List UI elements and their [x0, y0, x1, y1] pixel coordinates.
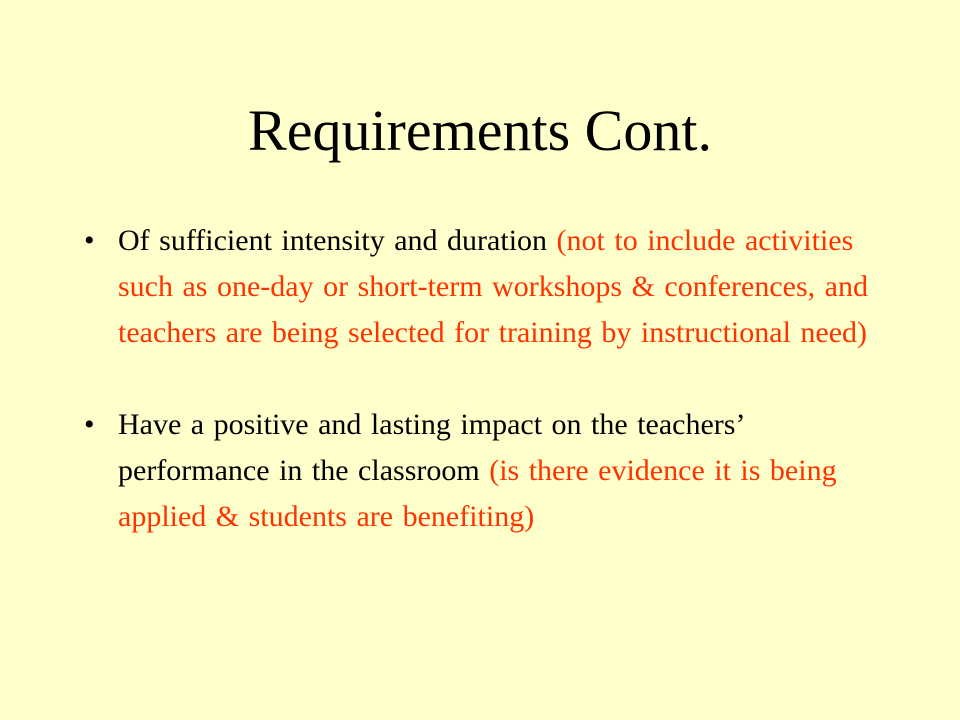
bullet-list: [84, 218, 884, 586]
bullet-item-intensity: [84, 218, 884, 356]
bullet-note: (not to include activities such as one-day or short-term workshops & conferences, and teachers are being selected for training by instructional need): [118, 224, 868, 349]
bullet-text: Of sufficient intensity and duration: [118, 224, 548, 257]
bullet-note: (is there evidence it is being applied & students are benefiting): [118, 454, 837, 533]
bullet-item-impact: [84, 402, 884, 540]
slide-title: Requirements Cont.: [248, 98, 712, 163]
bullet-text: Have a positive and lasting impact on the teachers’ performance in the classroom: [118, 408, 744, 487]
bullet-marker: •: [84, 408, 95, 441]
bullet-marker: •: [84, 224, 95, 257]
